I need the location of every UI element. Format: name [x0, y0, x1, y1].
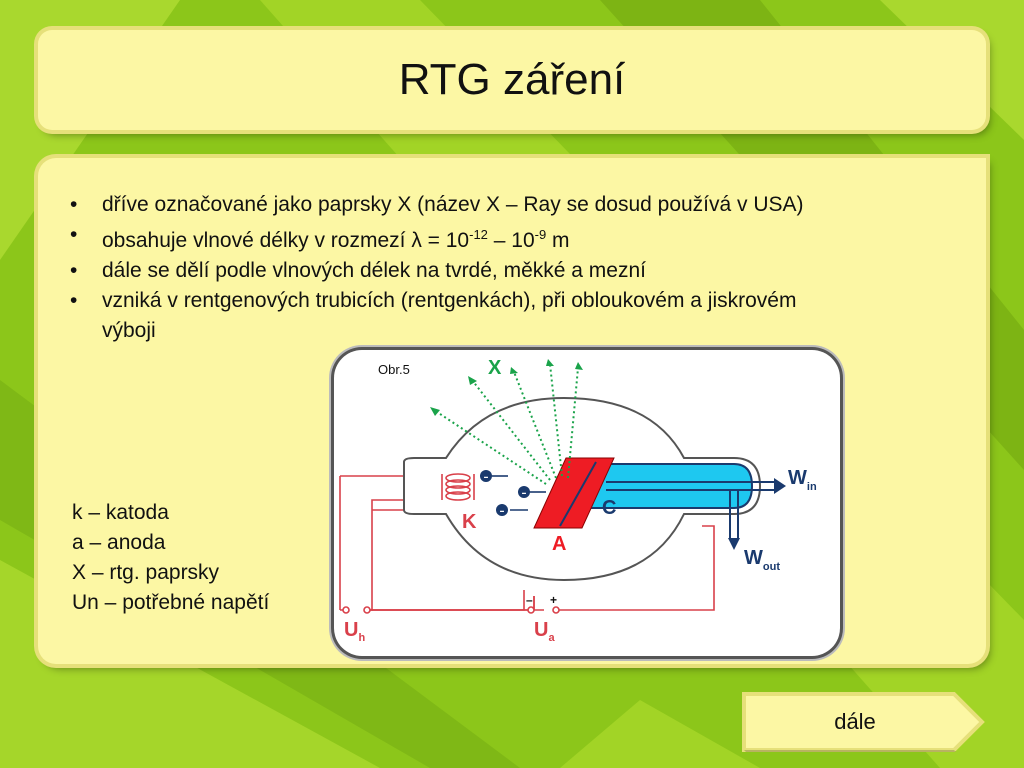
legend-item-katoda: k – katoda	[72, 501, 169, 524]
title-panel	[38, 30, 986, 130]
legend-item-anoda: a – anoda	[72, 531, 166, 554]
minus-sign: –	[526, 593, 533, 607]
bullet-dot: •	[70, 193, 78, 216]
svg-text:–: –	[483, 472, 489, 483]
plus-sign: +	[550, 593, 558, 607]
bullet-dot: •	[70, 259, 78, 282]
label-ua: $U_a$	[534, 619, 555, 644]
xray-tube-diagram	[334, 350, 840, 656]
figure-caption: Obr.5	[378, 362, 410, 377]
next-button-label: dále	[834, 709, 876, 734]
bullet-item	[70, 220, 970, 256]
label-a: A	[552, 533, 567, 555]
legend-item-voltage: Un – potřebné napětí	[72, 591, 270, 614]
svg-text:–: –	[521, 488, 527, 499]
exponent: -9	[534, 227, 547, 242]
bullet-list	[70, 190, 970, 346]
next-button[interactable]	[740, 690, 986, 754]
legend	[72, 498, 269, 618]
label-x: X	[488, 357, 502, 379]
bullet-item	[70, 190, 970, 220]
bullet-text: – 10	[487, 229, 535, 252]
bullet-text: dříve označované jako paprsky X (název X – Ray se dosud používá v USA)	[102, 193, 804, 216]
arrow-out-icon	[728, 538, 740, 550]
label-w-out: $W_{out}$	[744, 547, 780, 573]
label-uh: $U_h$	[344, 619, 366, 644]
bullet-text: obsahuje vlnové délky v rozmezí λ = 10	[102, 229, 470, 252]
label-w-in: $W_{in}$	[788, 467, 817, 493]
bullet-dot: •	[70, 223, 78, 246]
bullet-text: dále se dělí podle vlnových délek na tvrdé, měkké a mezní	[102, 259, 646, 282]
label-c: C	[602, 497, 617, 519]
bullet-item	[70, 256, 970, 286]
label-k: K	[462, 511, 477, 533]
bullet-text: vzniká v rentgenových trubicích (rentgenkách), při obloukovém a jiskrovém výboji	[102, 289, 797, 342]
arrow-in-icon	[774, 478, 786, 494]
bullet-dot: •	[70, 289, 78, 312]
svg-text:–: –	[499, 506, 505, 517]
exponent: -12	[469, 227, 488, 242]
bullet-text: m	[546, 229, 570, 252]
bullet-item	[70, 286, 970, 346]
slide-title: RTG záření	[398, 55, 626, 104]
legend-item-rays: X – rtg. paprsky	[72, 561, 220, 584]
